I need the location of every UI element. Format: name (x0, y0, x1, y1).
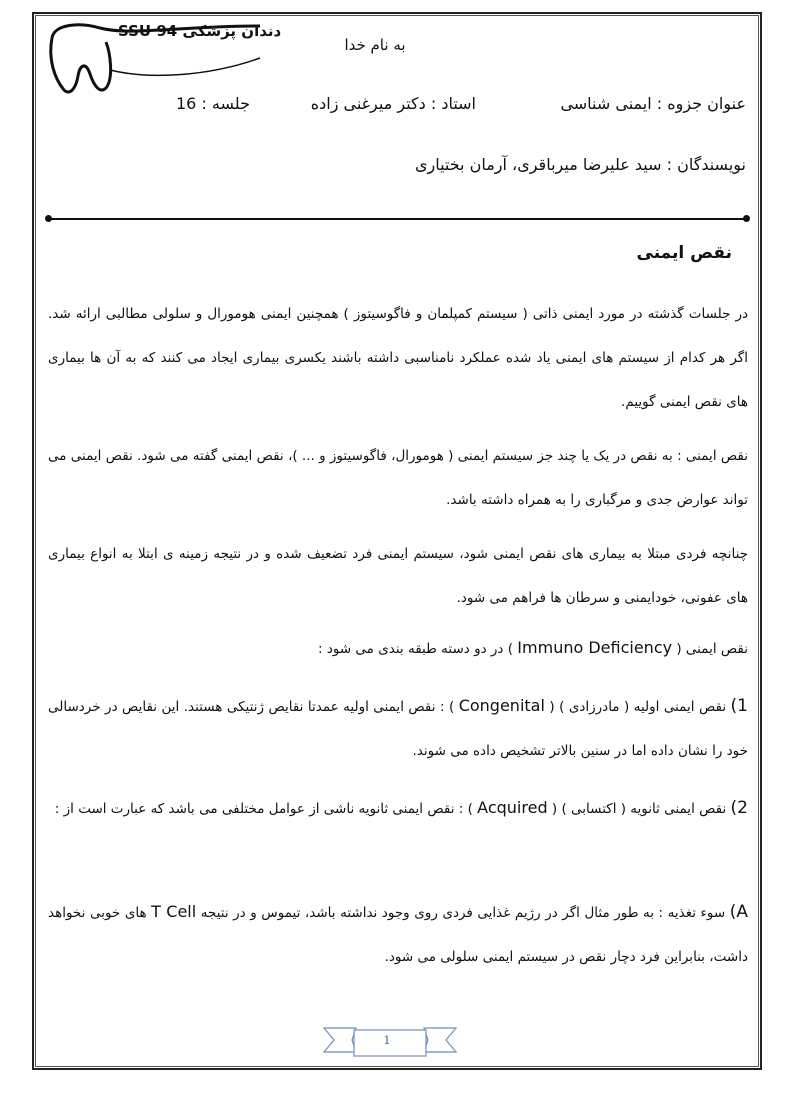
paragraph-classification (48, 626, 748, 671)
divider-dot-left (45, 215, 52, 222)
paragraph-primary (48, 684, 748, 773)
item-letter: A) (729, 902, 748, 922)
secondary-term: Acquired (477, 798, 548, 817)
header-divider (48, 218, 748, 220)
classification-term: Immuno Deficiency (517, 638, 673, 657)
secondary-body: ) : نقص ایمنی ثانویه ناشی از عوامل مختلفی می باشد که عبارت است از : (54, 801, 473, 817)
paragraph-definition: نقص ایمنی : به نقص در یک یا چند جز سیستم ایمنی ( هومورال، فاگوسیتوز و ... )، نقص ایمنی گفته می شود. نقص ایمنی می تواند عوارض جدی و مرگباری را به همراه داشته باشد. (48, 448, 748, 508)
authors: نویسندگان : سید علیرضا میرباقری، آرمان بختیاری (414, 155, 746, 174)
logo-text: دندان پزشکی SSU 94 (118, 22, 282, 40)
item-number: 2) (730, 798, 748, 818)
classification-post: ) در دو دسته طبقه بندی می شود : (318, 641, 513, 657)
classification-pre: نقص ایمنی ( (676, 641, 748, 657)
paragraph-intro: در جلسات گذشته در مورد ایمنی ذاتی ( سیستم کمپلمان و فاگوسیتوز ) همچنین ایمنی هومورال و سلولی مطالبی ارائه شد. اگر هر کدام از سیستم های ایمنی یاد شده عملکرد نامناسبی داشته باشند یکسری بیماری ایجاد می کنند که به آن ها بیماری های نقص ایمنی گوییم. (48, 306, 748, 410)
malnutrition-term: T Cell (151, 902, 197, 921)
malnutrition-text-a: سوء تغذیه : به طور مثال اگر در رژیم غذایی فردی روی وجود نداشته باشد، تیموس و در نتیجه (200, 905, 726, 921)
page-number: 1 (383, 1034, 391, 1047)
divider-dot-right (743, 215, 750, 222)
session-number: جلسه : 16 (176, 94, 250, 113)
basmala: به نام خدا (344, 36, 406, 54)
paragraph-malnutrition (48, 890, 748, 979)
secondary-title: نقص ایمنی ثانویه ( اکتسابی ) ( (551, 801, 727, 817)
section-heading: نقص ایمنی (636, 243, 732, 263)
primary-term: Congenital (458, 696, 545, 715)
item-number: 1) (730, 696, 748, 716)
instructor: استاد : دکتر میرغنی زاده (310, 94, 476, 113)
malnutrition-text-b: های خوبی نخواهد داشت، بنابراین فرد دچار نقص در سیستم ایمنی سلولی می شود. (48, 905, 748, 965)
paragraph-secondary (48, 786, 748, 831)
primary-title: نقص ایمنی اولیه ( مادرزادی ) ( (549, 699, 727, 715)
primary-body: ) : نقص ایمنی اولیه عمدتا نقایص ژنتیکی هستند. این نقایص در خردسالی خود را نشان داده اما در سنین بالاتر تشخیص داده می شوند. (48, 699, 748, 759)
paragraph-consequences: چنانچه فردی مبتلا به بیماری های نقص ایمنی شود، سیستم ایمنی فرد تضعیف شده و در نتیجه زمینه ی ابتلا به انواع بیماری های عفونی، خودایمنی و سرطان ها فراهم می شود. (48, 546, 748, 606)
booklet-title: عنوان جزوه : ایمنی شناسی (560, 94, 746, 113)
